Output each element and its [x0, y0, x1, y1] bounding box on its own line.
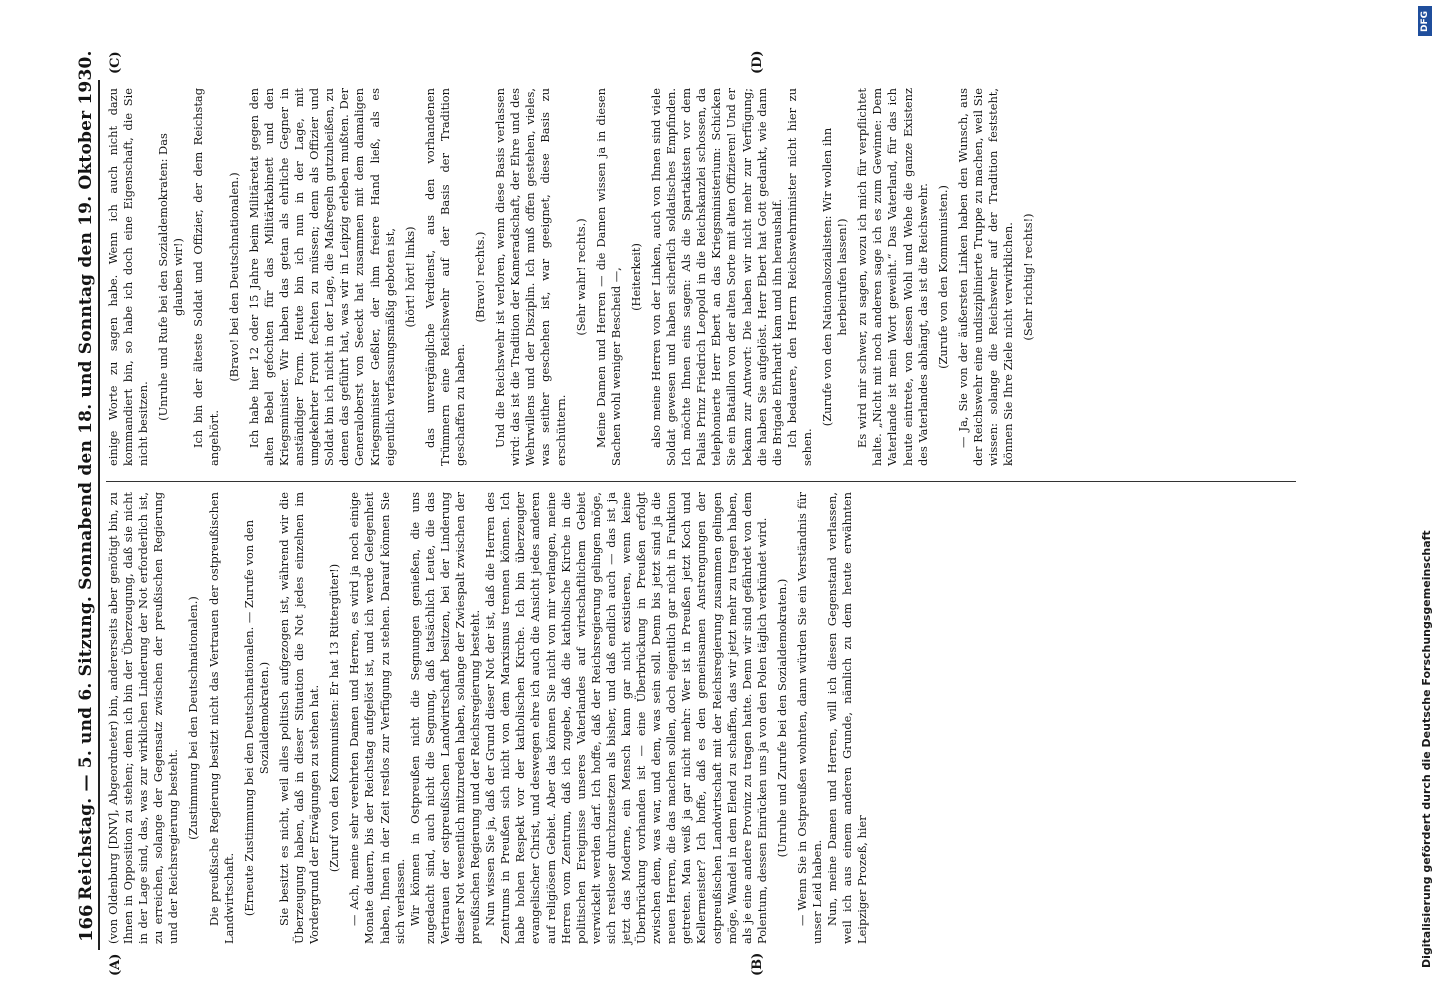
paragraph: Ich bedauere, den Herrn Reichswehrminister nicht hier zu sehen.: [784, 88, 814, 466]
paragraph: Ich habe hier 12 oder 15 Jahre beim Militäretat gegen den alten Bebel gefochten für das Militärkabinett und den Kriegsminister. Wir haben das getan als ehrliche Gegner in anständiger Form. Heute bin ich nun in der Lage, mit umgekehrter Front fechten zu müssen; denn als Offizier und Soldat bin ich nicht in der Lage, die Maßregeln gutzuheißen, zu denen das geführt hat, was wir in Leipzig erleben mußten. Der Generaloberst von Seeckt hat zusammen mit dem damaligen Kriegsminister Geßler, der ihm freiere Hand ließ, als es eigentlich verfassungsmäßig geboten ist,: [246, 88, 397, 466]
paragraph: (von Oldenburg [DNV], Abgeordneter) bin, andererseits aber genötigt bin, zu Ihnen in Opposition zu stehen; denn ich bin der Überzeugung, daß sie nicht in der Lage sind, das, was zur wirklichen Linderung der Not erforderlich ist, zu erreichen, solange der Gegensatz zwischen der preußischen Regierung und der Reichsregierung besteht.: [106, 492, 181, 944]
rotated-document-sheet: [60, 50, 1320, 976]
paragraph: Sie besitzt es nicht, weil alles politisch aufgezogen ist, während wir die Überzeugung haben, daß in dieser Situation die Not jedes einzelnen im Vordergrund der Erwägungen zu stehen hat.: [276, 492, 322, 944]
interjection: (Sehr wahr! rechts.): [573, 218, 588, 336]
interjection: (Bravo! bei den Deutschnationalen.): [226, 172, 241, 382]
interjection: (Unruhe und Rufe bei den Sozialdemokraten: Das glauben wir!): [156, 133, 186, 421]
interjection: (Zustimmung bei den Deutschnationalen.): [186, 596, 201, 840]
paragraph: — Wenn Sie in Ostpreußen wohnten, dann würden Sie ein Verständnis für unser Leid haben.: [795, 492, 825, 944]
paragraph: Wir können in Ostpreußen nicht die Segnungen genießen, die uns zugedacht sind, auch nicht die Segnung, daß tatsächlich Leute, die das Vertrauen der ostpreußischen Landwirtschaft besitzen, bei der Linderung dieser Not wesentlich mitzureden haben, solange der Zwiespalt zwischen der preußischen Regierung und der Reichsregierung besteht.: [407, 492, 483, 944]
paragraph: — Ach, meine sehr verehrten Damen und Herren, es wird ja noch einige Monate dauern, bis der Reichstag aufgelöst ist, und ich werde Gelegenheit haben, Ihnen in der Zeit restlos zur Verfügung zu stehen. Darauf können Sie sich verlassen.: [347, 492, 407, 944]
margin-marker-b: (B): [750, 952, 765, 976]
interjection: (Zurufe von den Nationalsozialisten: Wir wollen ihn herbeirufen lassen!): [820, 127, 850, 427]
paragraph: — Ja, Sie von der äußersten Linken haben den Wunsch, aus der Reichswehr eine undisziplinierte Truppe zu machen, weil Sie wissen: solange die Reichswehr auf der Tradition feststeht, können Sie Ihre Ziele nicht verwirklichen.: [955, 88, 1016, 466]
paragraph: Die preußische Regierung besitzt nicht das Vertrauen der ostpreußischen Landwirtschaft.: [206, 492, 236, 944]
left-text-column: [106, 492, 871, 944]
paragraph: Nun, meine Damen und Herren, will ich diesen Gegenstand verlassen, weil ich aus einem anderen Grunde, nämlich zu dem heute erwähnten Leipziger Prozeß, hier: [825, 492, 870, 944]
interjection: (Heiterkeit): [628, 243, 643, 311]
interjection: (Zuruf von den Kommunisten: Er hat 13 Rittergüter!): [327, 563, 342, 873]
interjection: (Bravo! rechts.): [473, 231, 488, 323]
margin-marker-a: (A): [108, 953, 123, 976]
interjection: (hört! hört! links): [402, 226, 417, 328]
interjection: (Sehr richtig! rechts!): [1021, 213, 1036, 341]
paragraph: einige Worte zu sagen habe. Wenn ich auch nicht dazu kommandiert bin, so habe ich doch eine Eigenschaft, die Sie nicht besitzen.: [106, 88, 151, 466]
margin-marker-c: (C): [108, 51, 123, 74]
running-header: [74, 50, 100, 950]
paragraph: Nun wissen Sie ja, daß der Grund dieser Not der ist, daß die Herren des Zentrums in Preußen sich nicht von dem Marxismus trennen können. Ich habe hohen Respekt vor der katholischen Kirche. Ich bin überzeugter evangelischer Christ, und deswegen ehre ich auch die Ansicht jedes anderen auf religiösem Gebiet. Aber das können Sie nicht von mir verlangen, meine Herren vom Zentrum, daß ich zugebe, daß die katholische Kirche in die politischen Ereignisse unseres Vaterlandes auf wirtschaftlichem Gebiet verwickelt werden darf. Ich hoffe, daß der Reichsregierung gelingen möge, sich restloser durchzusetzen als bisher, und daß endlich auch — das ist ja jetzt das Moderne, ein Mensch kann gar nicht existieren, wenn keine Überbrückung vorhanden ist — eine Überbrückung in Preußen erfolgt zwischen dem, was war, und dem, was sein soll. Denn bis jetzt sind ja die neuen Herren, die das machen sollen, doch eigentlich gar nicht in Funktion getreten. Man weiß ja gar nicht mehr: Wer ist in Preußen jetzt Koch und Kellermeister? Ich hoffe, daß es den gemeinsamen Anstrengungen der ostpreußischen Landwirtschaft mit der Reichsregierung zusammen gelingen möge, Wandel in dem Elend zu schaffen, das wir jetzt mehr zu tragen haben, als je eine andere Provinz zu tragen hatte. Denn wir sind gefährdet von dem Polentum, dessen Einrücken uns ja von den Polen täglich verkündet wird.: [483, 492, 769, 944]
paragraph: das unvergängliche Verdienst, aus den vorhandenen Trümmern eine Reichswehr auf der Basis der Tradition geschaffen zu haben.: [422, 88, 467, 466]
paragraph: also meine Herren von der Linken, auch von Ihnen sind viele Soldat gewesen und haben sicherlich soldatisches Empfinden. Ich möchte Ihnen eins sagen: Als die Spartakisten vor dem Palais Prinz Friedrich Leopold in die Reichskanzlei schossen, da telephonierte Herr Ebert an das Kriegsministerium: Schicken Sie ein Bataillon von der alten Sorte mit alten Offizieren! Und er bekam zur Antwort: Die haben wir nicht mehr zur Verfügung; die haben Sie aufgelöst. Herr Ebert hat Gott gedankt, wie dann die Brigade Ehrhardt kam und ihn heraushalf.: [649, 88, 784, 466]
interjection: (Unruhe und Zurufe bei den Sozialdemokraten.): [774, 578, 789, 858]
paragraph: Es wird mir schwer, zu sagen, wozu ich mich für verpflichtet halte. „Nicht mit noch anderen sage ich es zum Gewinne: Dem Vaterlande ist mein Wort geweiht.“ Das Vaterland, für das ich heute eintrete, von dessen Wohl und Wehe die ganze Existenz des Vaterlandes abhängt, das ist die Reichswehr.: [855, 88, 930, 466]
right-text-column: [106, 88, 1041, 466]
page-number: 166: [76, 904, 97, 942]
dfg-logo: DFG: [1418, 6, 1432, 36]
interjection: (Zurufe von den Kommunisten.): [935, 185, 950, 369]
header-title: Reichstag. — 5. und 6. Sitzung. Sonnabend den 18. und Sonntag den 19. Oktober 1930.: [76, 50, 96, 900]
digitization-credit: Digitalisierung gefördert durch die Deutsche Forschungsgemeinschaft: [1420, 530, 1433, 968]
paragraph: Meine Damen und Herren — die Damen wissen ja in diesen Sachen wohl weniger Bescheid —,: [593, 88, 623, 466]
paragraph: Und die Reichswehr ist verloren, wenn diese Basis verlassen wird: das ist die Tradition der Kameradschaft, der Ehre und des Wehrwillens und der Disziplin. Ich muß offen gestehen, vieles, was seither geschehen ist, war geeignet, diese Basis zu erschüttern.: [493, 88, 568, 466]
interjection: (Erneute Zustimmung bei den Deutschnationalen. — Zurufe von den Sozialdemokraten.): [241, 519, 271, 917]
header-rule: [98, 80, 100, 950]
column-divider: [106, 481, 1296, 482]
margin-marker-d: (D): [750, 50, 765, 74]
paragraph: Ich bin der älteste Soldat und Offizier, der dem Reichstag angehört.: [191, 88, 221, 466]
